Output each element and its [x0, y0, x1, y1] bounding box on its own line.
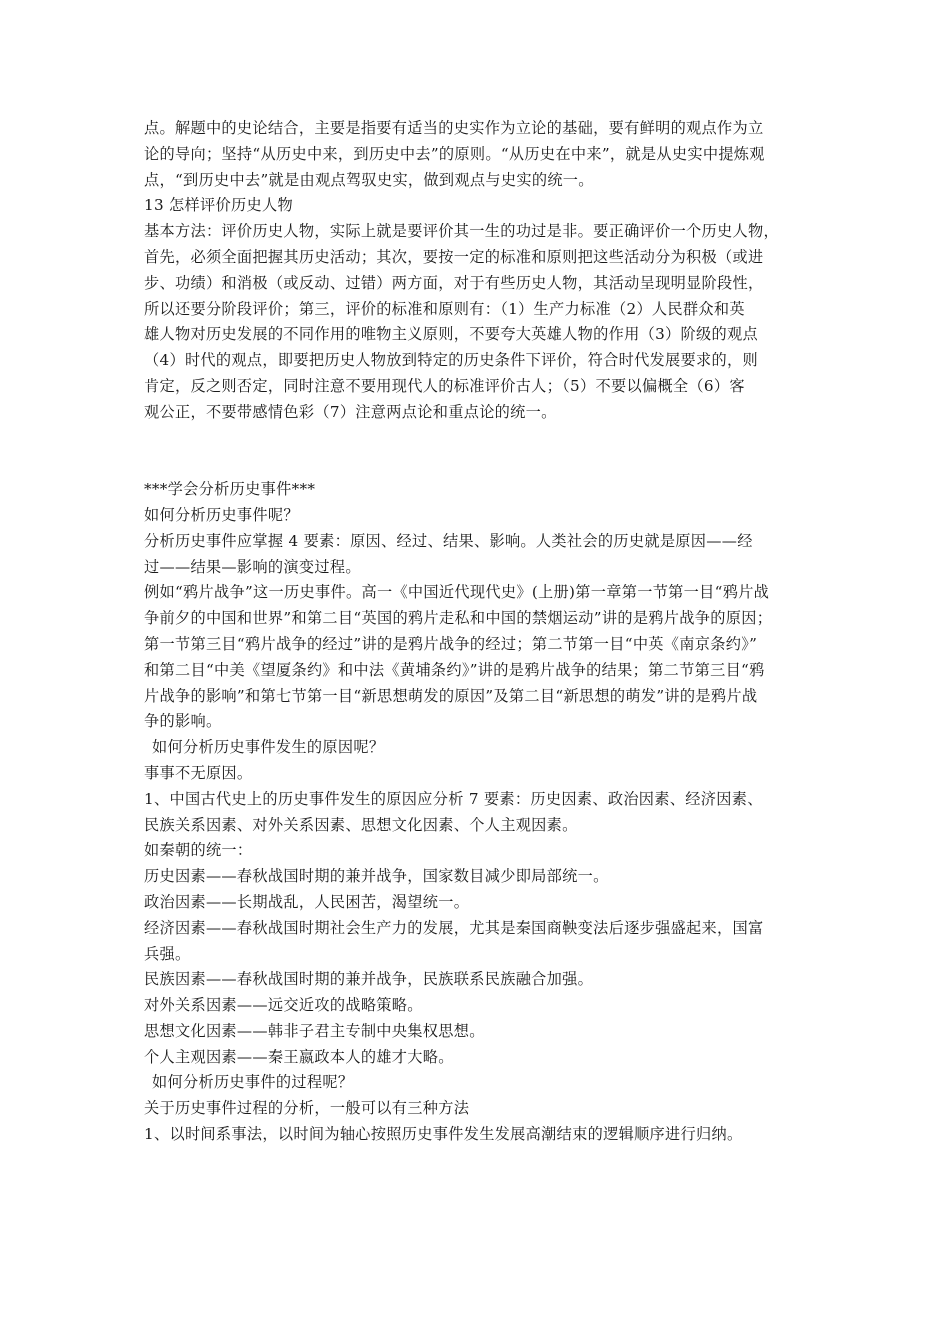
text-line: 和第二目“中美《望厦条约》和中法《黄埔条约》”讲的是鸦片战争的结果；第二节第三目“鸦 [144, 660, 765, 679]
text-line: 片战争的影响”和第七节第一目“新思想萌发的原因”及第二目“新思想的萌发”讲的是鸦片战 [144, 686, 758, 705]
text-line: 肯定，反之则否定，同时注意不要用现代人的标准评价古人；（5）不要以偏概全（6）客 [144, 376, 745, 395]
text-line: 雄人物对历史发展的不同作用的唯物主义原则，不要夸大英雄人物的作用（3）阶级的观点 [144, 325, 758, 344]
text-line: 1、以时间系事法，以时间为轴心按照历史事件发生发展高潮结束的逻辑顺序进行归纳。 [144, 1125, 743, 1144]
text-line: 关于历史事件过程的分析，一般可以有三种方法 [144, 1099, 470, 1118]
text-line: 争的影响。 [144, 712, 222, 731]
text-line: 民族关系因素、对外关系因素、思想文化因素、个人主观因素。 [144, 815, 578, 834]
text-line: 个人主观因素——秦王嬴政本人的雄才大略。 [144, 1047, 454, 1066]
text-line: 经济因素——春秋战国时期社会生产力的发展，尤其是秦国商鞅变法后逐步强盛起来，国富 [144, 918, 764, 937]
text-line: 争前夕的中国和世界”和第二目“英国的鸦片走私和中国的禁烟运动”讲的是鸦片战争的原因； [144, 609, 773, 628]
text-line: 观公正，不要带感情色彩（7）注意两点论和重点论的统一。 [144, 402, 557, 421]
text-line: （4）时代的观点，即要把历史人物放到特定的历史条件下评价，符合时代发展要求的，则 [144, 351, 758, 370]
text-line: 民族因素——春秋战国时期的兼并战争，民族联系民族融合加强。 [144, 970, 594, 989]
text-line: 13 怎样评价历史人物 [144, 196, 293, 215]
paragraph-gap [144, 426, 808, 478]
text-line: 兵强。 [144, 944, 191, 963]
text-line: 如何分析历史事件呢？ [144, 505, 299, 524]
text-line: 如秦朝的统一： [144, 841, 253, 860]
text-line: 过——结果—影响的演变过程。 [144, 557, 361, 576]
text-line: 1、中国古代史上的历史事件发生的原因应分析 7 要素：历史因素、政治因素、经济因素、 [144, 789, 763, 808]
text-line: 点，“到历史中去”就是由观点驾驭史实，做到观点与史实的统一。 [144, 170, 594, 189]
text-line: 所以还要分阶段评价；第三，评价的标准和原则有：（1）生产力标准（2）人民群众和英 [144, 299, 745, 318]
text-line: 第一节第三目“鸦片战争的经过”讲的是鸦片战争的经过；第二节第一目“中英《南京条约》” [144, 634, 758, 653]
text-line: 例如“鸦片战争”这一历史事件。高一《中国近代现代史》(上册)第一章第一节第一目“鸦片战 [144, 583, 770, 602]
section-question: 如何分析历史事件发生的原因呢？ [152, 738, 385, 757]
text-line: 点。解题中的史论结合，主要是指要有适当的史实作为立论的基础，要有鲜明的观点作为立 [144, 119, 764, 137]
text-line: 对外关系因素——远交近攻的战略策略。 [144, 996, 423, 1015]
text-line: 历史因素——春秋战国时期的兼并战争，国家数目减少即局部统一。 [144, 867, 609, 886]
text-line: 政治因素——长期战乱，人民困苦，渴望统一。 [144, 892, 470, 911]
text-line: 基本方法：评价历史人物，实际上就是要评价其一生的功过是非。要正确评价一个历史人物， [144, 222, 779, 241]
section-question: 如何分析历史事件的过程呢？ [152, 1073, 354, 1092]
text-line: 步、功绩）和消极（或反动、过错）两方面，对于有些历史人物，其活动呈现明显阶段性， [144, 273, 764, 292]
text-line: 论的导向；坚持“从历史中来，到历史中去”的原则。“从历史在中来”，就是从史实中提炼观 [144, 144, 765, 163]
text-line: 首先，必须全面把握其历史活动；其次，要按一定的标准和原则把这些活动分为积极（或进 [144, 247, 764, 266]
text-line: 分析历史事件应掌握 4 要素：原因、经过、结果、影响。人类社会的历史就是原因——经 [144, 531, 753, 550]
text-line: 思想文化因素——韩非子君主专制中央集权思想。 [144, 1021, 485, 1040]
document-body [144, 116, 808, 1148]
text-line: ***学会分析历史事件*** [144, 480, 316, 499]
text-line: 事事不无原因。 [144, 763, 253, 782]
